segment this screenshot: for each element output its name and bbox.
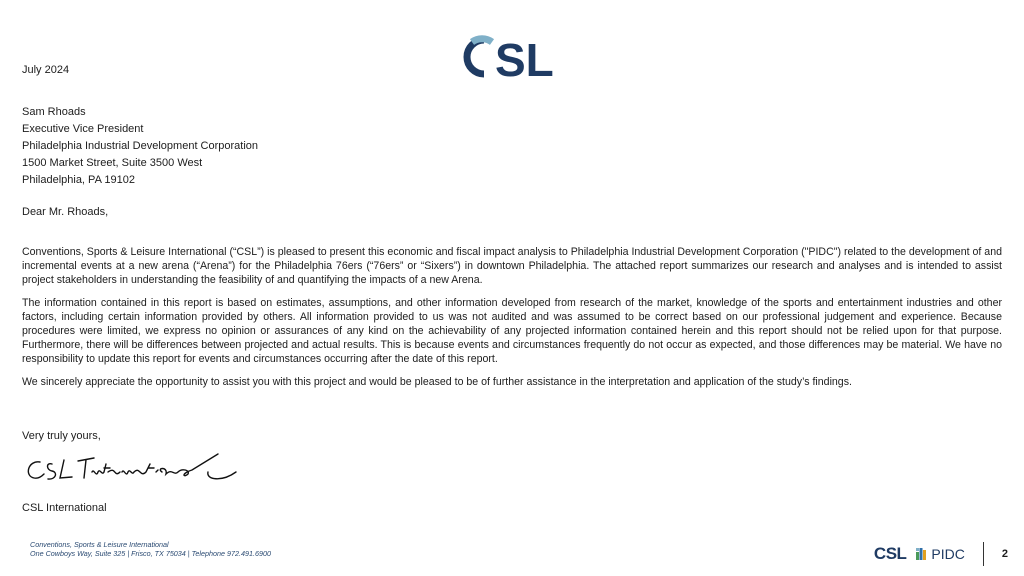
recipient-organization: Philadelphia Industrial Development Corporation: [22, 140, 259, 152]
signer-name: CSL International: [22, 502, 107, 514]
closing: Very truly yours,: [22, 430, 101, 442]
footer-company: Conventions, Sports & Leisure International: [30, 540, 169, 549]
pidc-logo: [916, 546, 964, 562]
letter-date: July 2024: [22, 64, 70, 76]
recipient-city: Philadelphia, PA 19102: [22, 174, 135, 186]
handwritten-signature: [22, 452, 237, 493]
recipient-address: [22, 104, 258, 189]
paragraph: Conventions, Sports & Leisure International (“CSL”) is pleased to present this economic and fiscal impact analysis to Philadelphia Industrial Development Corporation ("PIDC") related to the development of and incremental events at a new arena (“Arena”) for the Philadelphia 76ers (“76ers” or “Sixers”) in downtown Philadelphia. The attached report summarizes our research and analyses and is intended to assist project stakeholders in understanding the feasibility of and quantifying the impacts of a new Arena.: [22, 246, 1002, 287]
recipient-name: Sam Rhoads: [22, 106, 86, 118]
paragraph: We sincerely appreciate the opportunity to assist you with this project and would be pleased to be of further assistance in the interpretation and application of the study’s findings.: [22, 375, 852, 388]
recipient-street: 1500 Market Street, Suite 3500 West: [22, 157, 203, 169]
footer-address: [30, 541, 271, 558]
csl-logo: [462, 34, 562, 85]
paragraph: The information contained in this report is based on estimates, assumptions, and other information developed from research of the market, knowledge of the sports and entertainment industries and other factors, including certain information provided by others. All information provided to us was not audited and was assumed to be correct based on our professional judgement and experience. Because procedures were limited, we express no opinion or assurances of any kind on the achievability of any projected information contained herein and this report should not be relied upon for that purpose. Furthermore, there will be differences between projected and actual results. This is because events and circumstances frequently do not occur as expected, and those differences may be material. We have no responsibility to update this report for events and circumstances occurring after the date of this report.: [22, 296, 1002, 366]
salutation: Dear Mr. Rhoads,: [22, 206, 109, 218]
pidc-logo-text: PIDC: [931, 546, 965, 562]
recipient-title: Executive Vice President: [22, 123, 144, 135]
page-number: 2: [1001, 548, 1008, 560]
letter-body: [22, 245, 1002, 397]
pidc-mark-icon: [916, 548, 928, 560]
csl-footer-logo: CSL: [873, 544, 907, 563]
footer-divider: [983, 542, 984, 566]
svg-text:SL: SL: [495, 34, 554, 80]
footer-logos: [874, 542, 1008, 566]
footer-contact: One Cowboys Way, Suite 325 | Frisco, TX 75034 | Telephone 972.491.6900: [30, 548, 271, 558]
